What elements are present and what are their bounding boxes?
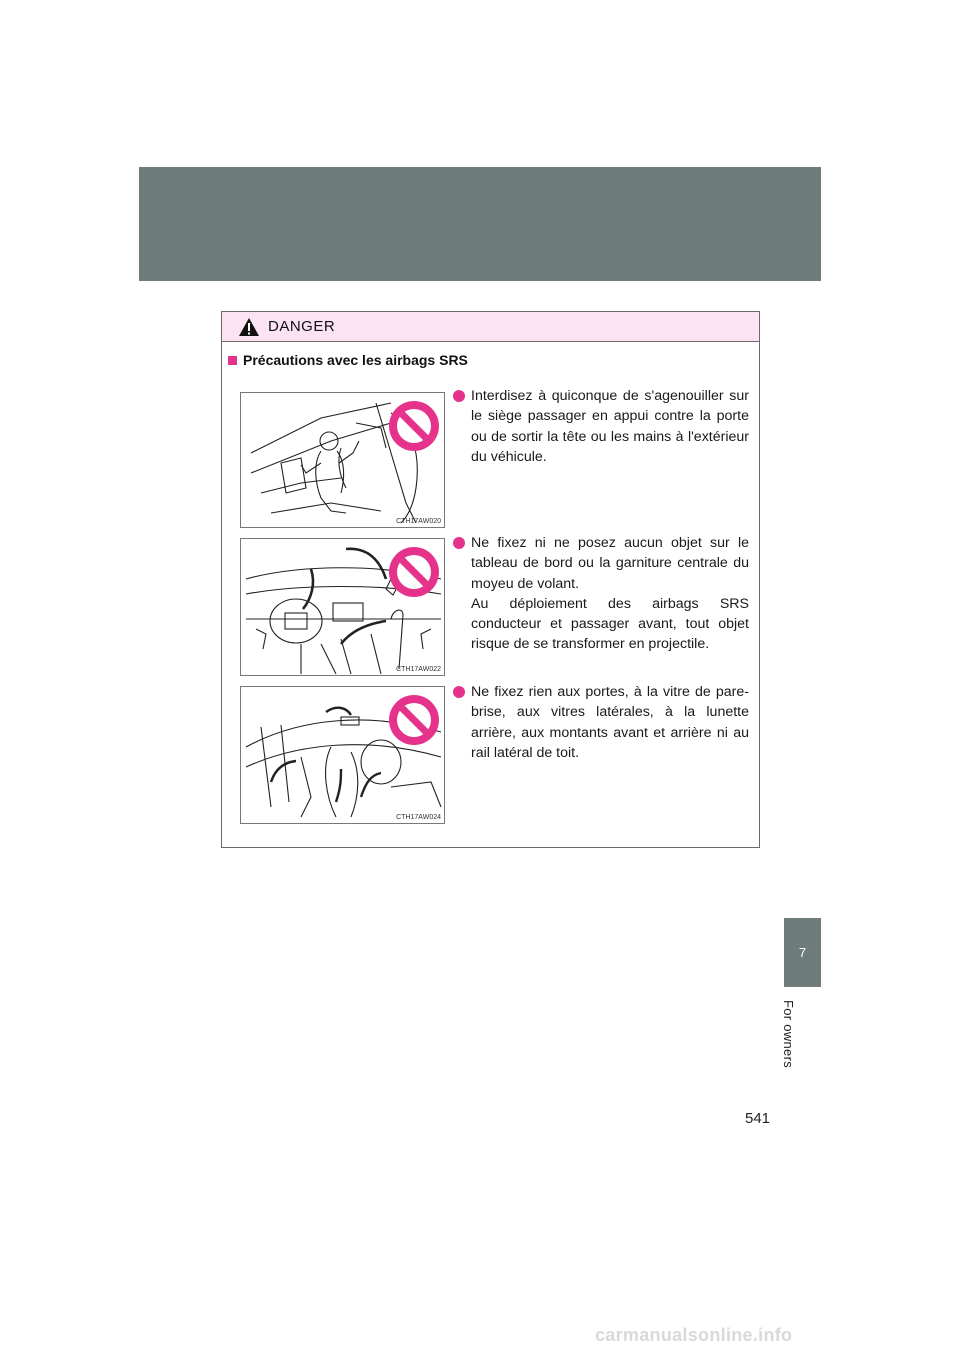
illustration-code: CTH17AW024 [396,814,441,821]
chapter-label: For owners [781,1000,796,1069]
danger-header [222,312,759,342]
round-bullet-icon [453,686,465,698]
square-bullet-icon [228,356,237,365]
cabin-interior-drawing [241,687,444,823]
round-bullet-icon [453,390,465,402]
illustration-cabin-interior [240,686,445,824]
round-bullet-icon [453,537,465,549]
danger-box [221,311,760,848]
header-band [139,167,821,281]
illustration-code: CTH17AW020 [396,518,441,525]
bullet-text: Ne fixez ni ne posez aucun objet sur le tableau de bord ou la garniture centrale du moyeu de volant. Au déploiement des airbags SRS conducteur et passager avant, tout objet risque de se transformer en projectile. [471,535,749,653]
prohibition-icon [389,401,439,451]
prohibition-icon [389,547,439,597]
illustration-code: CTH17AW022 [396,666,441,673]
page-number: 541 [745,1110,771,1127]
illustration-dashboard-objects [240,538,445,676]
danger-label: DANGER [268,318,336,335]
bullet-item-kneeling [453,386,749,467]
bullet-item-windows [453,682,749,763]
kneeling-passenger-drawing [241,393,444,527]
section-title-text: Précautions avec les airbags SRS [243,352,468,368]
section-title [228,352,468,368]
chapter-tab [784,918,821,987]
prohibition-icon [389,695,439,745]
watermark: carmanualsonline.info [595,1325,793,1345]
dashboard-objects-drawing [241,539,444,675]
chapter-number: 7 [798,945,807,960]
bullet-item-dashboard [453,533,749,655]
bullet-text: Ne fixez rien aux portes, à la vitre de pare-brise, aux vitres latérales, à la lunette arrière, aux montants avant et arrière ni au rail latéral de toit. [471,684,749,761]
warning-triangle-icon [238,317,260,337]
illustration-kneeling-passenger [240,392,445,528]
bullet-text: Interdisez à quiconque de s'agenouiller sur le siège passager en appui contre la porte ou de sortir la tête ou les mains à l'extérieur du véhicule. [471,388,749,465]
